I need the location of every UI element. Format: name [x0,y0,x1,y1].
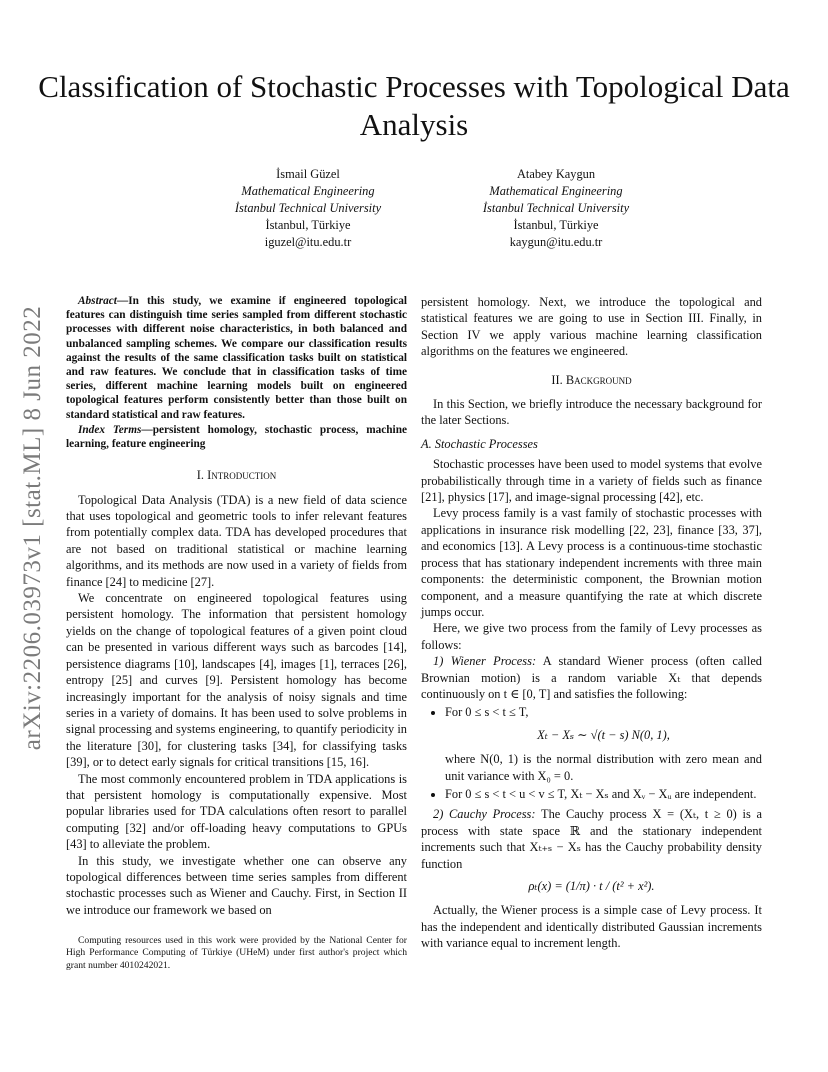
arxiv-identifier: arXiv:2206.03973v1 [stat.ML] 8 Jun 2022 [19,305,46,750]
author-name: Atabey Kaygun [516,167,596,181]
footnote [66,935,407,972]
abstract [66,294,407,422]
list-item: • For 0 ≤ s < t ≤ T, Xₜ − Xₛ ∼ √(t − s) N(0, 1), where N(0, 1) is the normal distribution with zero mean and unit variance with X₀ = 0. [445,704,762,784]
cauchy-text: The Cauchy process X = (Xₜ, t ≥ 0) is a process with state space ℝ and the stationary independent increments such that Xₜ₊ₛ − Xₛ has the Cauchy probability density function [421,807,762,871]
section-heading-introduction: I. Introduction [196,468,277,483]
intro-paragraph-3: The most commonly encountered problem in TDA applications is that persistent homology is computationally expensive. Most popular libraries used for TDA calculations often resort to parallel computing [32] and/or off-loading heavy computations to GPUs [43] to alleviate the problem. [66,771,407,852]
author-university: İstanbul Technical University [234,201,382,215]
wiener-heading: 1) Wiener Process: [433,654,537,669]
stochastic-paragraph-1: Stochastic processes have been used to model systems that evolve probabilistically through time in a variety of fields such as finance [21], physics [17], and image-signal processing [42], etc. [421,457,762,505]
footnote-text: Computing resources used in this work were provided by the National Center for High Performance Computing of Türkiye (UHeM) under first author's project which grant number 4010242021. [66,935,407,971]
author-dept: Mathematical Engineering [489,184,623,198]
author-block-2 [426,166,686,251]
arxiv-sidebar [18,290,48,765]
index-terms-text: —persistent homology, stochastic process, machine learning, feature engineering [66,423,407,451]
final-paragraph: Actually, the Wiener process is a simple case of Levy process. It has the independent and identically distributed Gaussian increments with variance equal to increment length. [421,903,762,951]
left-column [66,294,407,918]
abstract-label: Abstract [78,295,117,307]
index-terms-label: Index Terms [78,423,142,436]
right-column [421,294,762,952]
paper-title: Classification of Stochastic Processes with Topological Data Analysis [38,69,790,142]
wiener-paragraph [421,653,762,702]
author-block-1 [178,166,438,251]
author-email[interactable]: kaygun@itu.edu.tr [509,235,603,249]
list-item: • For 0 ≤ s < t < u < v ≤ T, Xₜ − Xₛ and Xᵥ − Xᵤ are independent. [445,786,762,802]
background-paragraph: In this Section, we briefly introduce the necessary background for the later Sections. [421,397,762,428]
equation-cauchy: ρₜ(x) = (1/π) · t / (t² + x²). [528,879,655,893]
right-paragraph-continuation: persistent homology. Next, we introduce the topological and statistical features we are going to use in Section III. Finally, in Section IV we apply various machine learning classification algorithms on the features we engineered. [421,295,762,359]
index-terms [66,423,407,451]
equation-note: where N(0, 1) is the normal distribution with zero mean and unit variance with X₀ = 0. [445,752,762,783]
author-university: İstanbul Technical University [482,201,630,215]
stochastic-paragraph-2: Levy process family is a vast family of stochastic processes with applications in insurance risk modelling [22, 23], finance [33, 37], and economics [13]. A Levy process is a continuous-time stochastic process that has stationary independent increments with three main components: the deterministic component, the Brownian motion component, and a measure quantifying the rate at which discrete jumps occur. [421,506,762,619]
intro-paragraph-4: In this study, we investigate whether one can observe any topological differences between time series samples from different stochastic processes such as Wiener and Cauchy. First, in Section II we introduce our framework we based on [66,853,407,917]
stochastic-paragraph-3: Here, we give two process from the family of Levy processes as follows: [421,621,762,652]
cauchy-heading: 2) Cauchy Process: [433,807,536,822]
author-dept: Mathematical Engineering [241,184,375,198]
wiener-conditions-list [421,704,762,802]
subsection-heading-stochastic-processes: A. Stochastic Processes [421,436,538,451]
author-email[interactable]: iguzel@itu.edu.tr [264,235,352,249]
author-city: İstanbul, Türkiye [513,218,599,232]
wiener-text: A standard Wiener process (often called Brownian motion) is a random variable Xₜ that depends continuously on t ∈ [0, T] and satisfies the following: [421,654,763,701]
author-name: İsmail Güzel [276,167,340,181]
abstract-text: —In this study, we examine if engineered topological features can distinguish time series sampled from different stochastic processes with different noise characteristics, in both balanced and unbalanced sampling schemes. We compare our classification results against the results of the same classification tasks built on statistical and raw features. We conclude that in classification tasks of time series, different machine learning models built on engineered topological features perform consistently better than those built on standard statistical and raw features. [66,295,407,421]
cauchy-paragraph [421,806,762,872]
intro-paragraph-2: We concentrate on engineered topological features using persistent homology. The information that persistent homology yields on the change of topological features of a given point cloud can be presented in various different ways such as barcodes [14], persistence diagrams [10], landscapes [4], images [1], terraces [26], entropy [25] and curves [9]. Persistent homology has become increasingly important for the analysis of noisy signals and time series in a variety of domains. It has been used to solve problems in signal processing and systems engineering, to quantify periodicity in the literature [30], for clustering tasks [34], for classifying tasks [39], or to detect early signals for critical transitions [15, 16]. [66,591,407,770]
section-heading-background: II. Background [551,372,632,387]
intro-paragraph-1: Topological Data Analysis (TDA) is a new field of data science that uses topological and geometric tools to infer relevant features from potentially complex data. TDA has developed procedures that are not based on traditional statistical or machine learning algorithms, and its methods are now used in a variety of fields from finance [24] to medicine [27]. [66,492,407,589]
equation-wiener: Xₜ − Xₛ ∼ √(t − s) N(0, 1), [537,727,670,742]
author-city: İstanbul, Türkiye [265,218,351,232]
